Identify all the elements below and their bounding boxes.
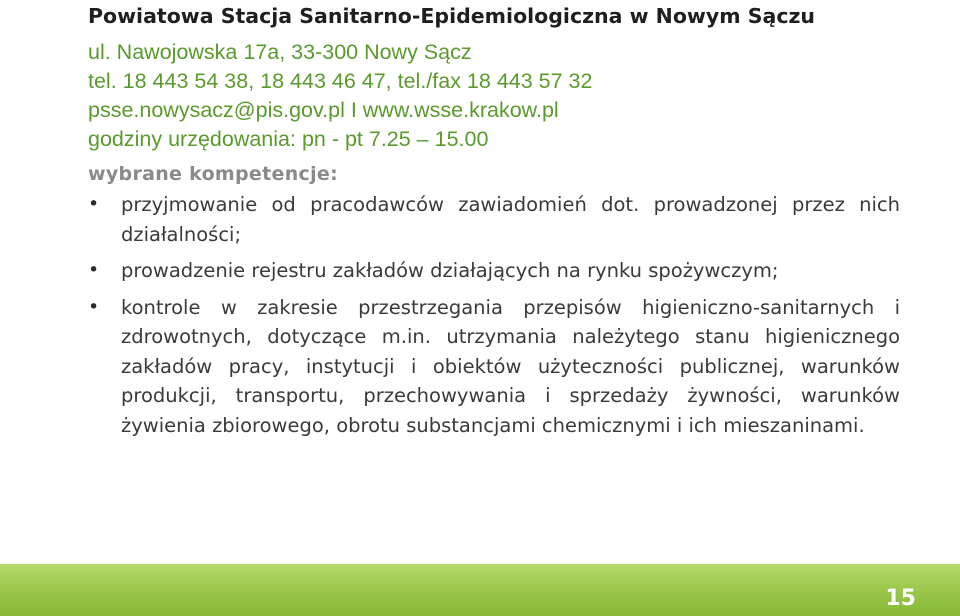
bullet-icon: • [88,193,100,215]
page-number: 15 [885,586,916,611]
page-content [88,0,908,447]
list-item [88,256,900,286]
bullet-icon: • [88,295,100,318]
bullet-icon: • [88,259,100,281]
contact-address: ul. Nawojowska 17a, 33-300 Nowy Sącz [88,40,472,64]
list-item-text: przyjmowanie od pracodawców zawiadomień dot. prowadzonej przez nich działalności; [121,193,900,246]
competences-list [88,190,900,440]
competences-heading: wybrane kompetencje: [88,163,338,185]
footer-bar [0,564,960,616]
list-item [88,293,900,441]
contact-block [88,38,908,154]
contact-hours: godziny urzędowania: pn - pt 7.25 – 15.00 [88,127,489,151]
contact-phones: tel. 18 443 54 38, 18 443 46 47, tel./fax 18 443 57 32 [88,69,593,93]
contact-email-web: psse.nowysacz@pis.gov.pl I www.wsse.krakow.pl [88,98,559,122]
list-item-text: kontrole w zakresie przestrzegania przepisów higieniczno-sanitarnych i zdrowotnych, dotyczące m.in. utrzymania należytego stanu higienicznego zakładów pracy, instytucji i obiektów użyteczności publicznej, warunków produkcji, transportu, przechowywania i sprzedaży żywności, warunków żywienia zbiorowego, obrotu substancjami chemicznymi i ich mieszaninami. [121,295,900,437]
page-title: Powiatowa Stacja Sanitarno-Epidemiologiczna w Nowym Sączu [88,4,815,28]
list-item-text: prowadzenie rejestru zakładów działających na rynku spożywczym; [121,259,779,282]
list-item [88,190,900,249]
